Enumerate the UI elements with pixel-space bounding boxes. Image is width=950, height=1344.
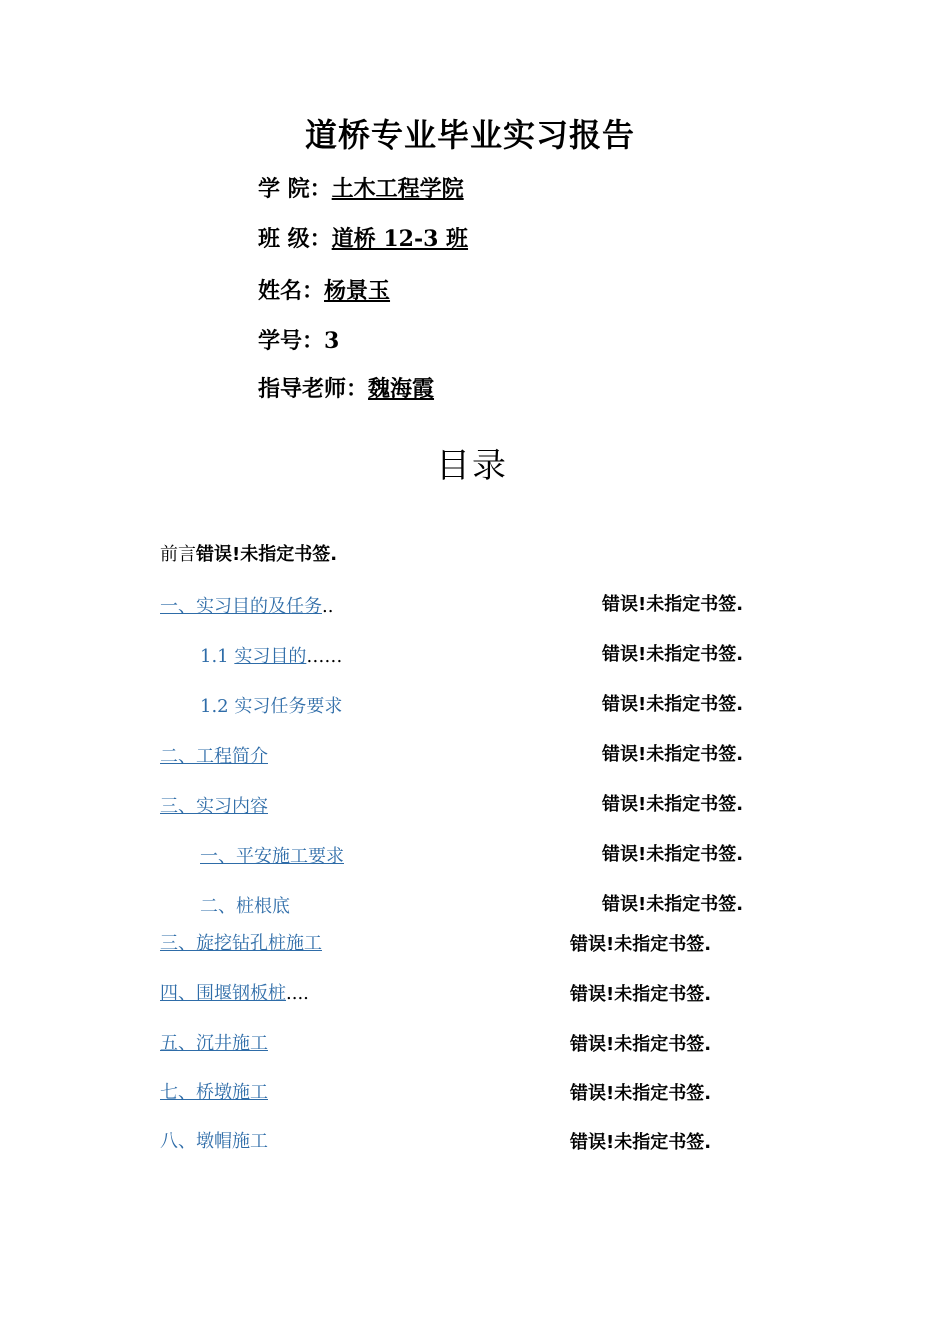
info-college-label: 学 院： <box>258 176 332 202</box>
toc-entry-project-intro[interactable]: 二、工程简介 <box>160 746 268 767</box>
toc-entry-dots: .... <box>286 983 309 1004</box>
toc-title: 目录 <box>436 446 508 486</box>
toc-entry-dots: …… <box>306 646 343 667</box>
info-college <box>258 172 464 203</box>
info-name-label: 姓名： <box>258 278 325 304</box>
toc-entry-dots: .. <box>322 596 334 617</box>
info-college-value: 土木工程学院 <box>331 176 464 202</box>
info-class-value: 道桥 12-3 班 <box>331 226 469 252</box>
toc-entry-ref: 错误!未指定书签. <box>570 934 712 955</box>
toc-entry-purpose-sub[interactable] <box>200 642 342 668</box>
toc-entry-ref: 错误!未指定书签. <box>570 984 712 1005</box>
toc-entry-ref: 错误!未指定书签. <box>602 694 744 715</box>
toc-entry-pier[interactable]: 七、桥墩施工 <box>160 1082 268 1103</box>
toc-entry-cofferdam-sheet-pile[interactable] <box>160 979 309 1005</box>
info-student-id <box>258 324 339 355</box>
info-student-id-value: 3 <box>324 328 340 354</box>
toc-entry-prefix: 1.1 <box>200 646 235 667</box>
toc-entry-label: 实习目的 <box>234 646 307 667</box>
toc-entry-task-requirements[interactable]: 1.2 实习任务要求 <box>200 696 343 717</box>
toc-entry-rotary-drilled-pile[interactable]: 三、旋挖钻孔桩施工 <box>160 933 322 954</box>
toc-entry-pier-cap[interactable]: 八、墩帽施工 <box>160 1131 268 1152</box>
toc-entry-ref: 错误!未指定书签. <box>570 1132 712 1153</box>
toc-preface[interactable] <box>160 540 337 566</box>
report-title: 道桥专业毕业实习报告 <box>304 116 635 154</box>
toc-preface-label: 前言 <box>160 544 196 565</box>
info-advisor-label: 指导老师： <box>258 376 369 402</box>
toc-entry-ref: 错误!未指定书签. <box>602 594 744 615</box>
toc-entry-ref: 错误!未指定书签. <box>602 894 744 915</box>
toc-entry-label: 四、围堰钢板桩 <box>160 983 286 1004</box>
toc-entry-ref: 错误!未指定书签. <box>570 1083 712 1104</box>
info-advisor-value: 魏海霞 <box>368 376 435 402</box>
info-advisor <box>258 372 434 403</box>
info-student-id-label: 学号： <box>258 328 325 354</box>
toc-entry-internship-purpose[interactable] <box>160 592 333 618</box>
toc-entry-ref: 错误!未指定书签. <box>570 1034 712 1055</box>
toc-preface-ref: 错误!未指定书签. <box>196 544 338 565</box>
toc-entry-safety-requirements[interactable]: 一、平安施工要求 <box>200 846 344 867</box>
info-name-value: 杨景玉 <box>324 278 391 304</box>
toc-entry-caisson[interactable]: 五、沉井施工 <box>160 1033 268 1054</box>
toc-entry-internship-content[interactable]: 三、实习内容 <box>160 796 268 817</box>
info-class <box>258 222 468 253</box>
toc-entry-ref: 错误!未指定书签. <box>602 794 744 815</box>
toc-entry-ref: 错误!未指定书签. <box>602 844 744 865</box>
info-class-label: 班 级： <box>258 226 332 252</box>
toc-entry-pile-foundation[interactable]: 二、桩根底 <box>200 896 290 917</box>
toc-entry-ref: 错误!未指定书签. <box>602 744 744 765</box>
toc-entry-ref: 错误!未指定书签. <box>602 644 744 665</box>
toc-entry-label: 一、实习目的及任务 <box>160 596 322 617</box>
info-name <box>258 274 390 305</box>
